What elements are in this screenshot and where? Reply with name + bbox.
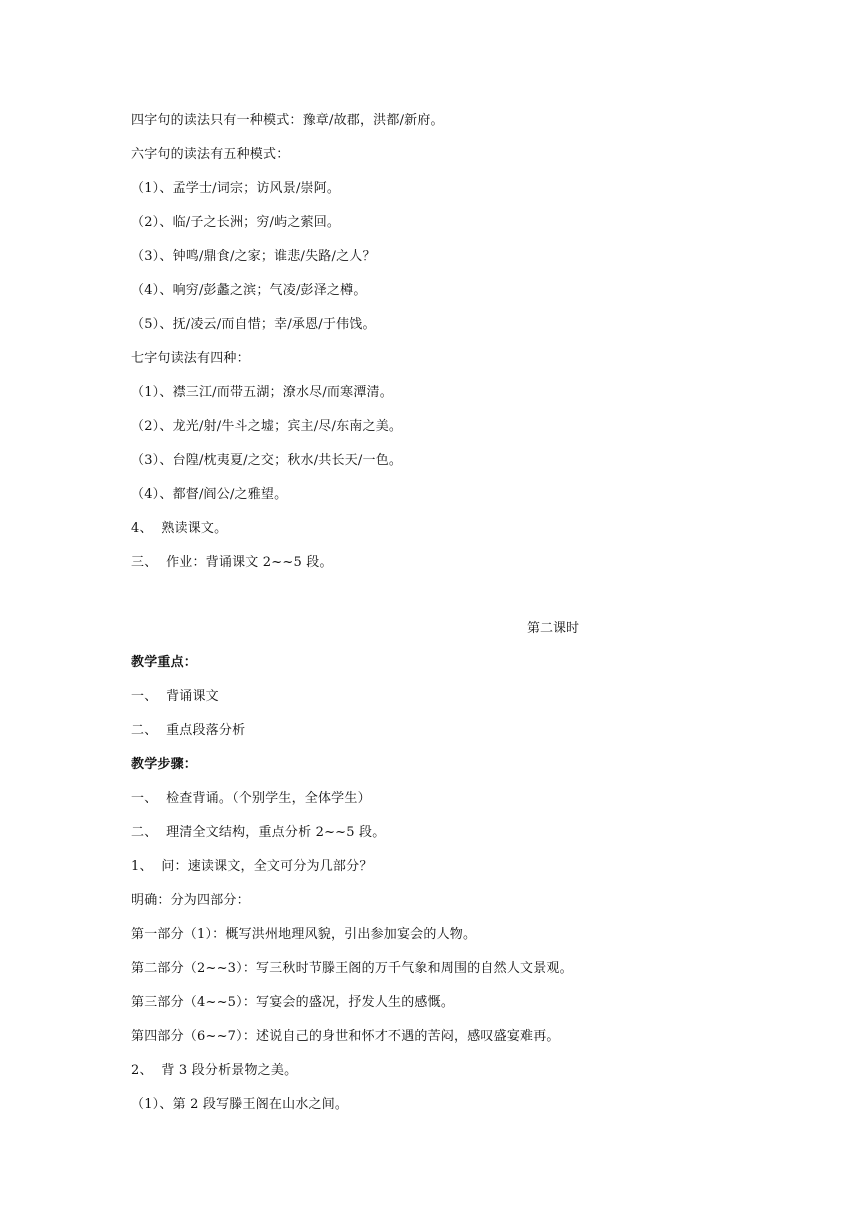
text-line: 第四部分（6~~7）：述说自己的身世和怀才不遇的苦闷，感叹盛宴难再。 (131, 1029, 560, 1044)
text-line: 第一部分（1）：概写洪州地理风貌，引出参加宴会的人物。 (131, 927, 477, 942)
text-line: 四字句的读法只有一种模式：豫章/故郡，洪都/新府。 (131, 113, 444, 128)
text-line: 七字句读法有四种： (131, 351, 250, 366)
text-line: 第二部分（2~~3）：写三秋时节滕王阁的万千气象和周围的自然人文景观。 (131, 961, 573, 976)
text-line: （4）、响穷/彭蠡之滨；气凌/彭泽之樽。 (131, 283, 367, 298)
text-line: 一、 检查背诵。（个别学生，全体学生） (131, 791, 371, 806)
text-line: 2、 背 3 段分析景物之美。 (131, 1063, 298, 1078)
text-line: 第三部分（4~~5）：写宴会的盛况，抒发人生的感慨。 (131, 995, 455, 1010)
text-line: 一、 背诵课文 (131, 689, 219, 704)
text-line: 二、 理清全文结构，重点分析 2~~5 段。 (131, 825, 386, 840)
text-line: （1）、孟学士/词宗；访风景/崇阿。 (131, 181, 341, 196)
text-line: （3）、台隍/枕夷夏/之交；秋水/共长天/一色。 (131, 453, 403, 468)
text-line: 明确：分为四部分： (131, 893, 250, 908)
text-line: 二、 重点段落分析 (131, 723, 246, 738)
lesson-title: 第二课时 (527, 621, 580, 636)
text-line: （4）、都督/阎公/之雅望。 (131, 487, 288, 502)
text-line: 4、 熟读课文。 (131, 521, 228, 536)
section-heading: 教学重点： (131, 655, 198, 670)
text-line: （2）、临/子之长洲；穷/屿之萦回。 (131, 215, 341, 230)
section-heading: 教学步骤： (131, 757, 198, 772)
text-line: （1）、襟三江/而带五湖；潦水尽/而寒潭清。 (131, 385, 393, 400)
text-line: 六字句的读法有五种模式： (131, 147, 290, 162)
text-line: （3）、钟鸣/鼎食/之家；谁悲/失路/之人？ (131, 249, 376, 264)
text-line: 三、 作业：背诵课文 2~~5 段。 (131, 555, 333, 570)
text-line: （2）、龙光/射/牛斗之墟；宾主/尽/东南之美。 (131, 419, 403, 434)
text-line: （5）、抚/凌云/而自惜；幸/承恩/于伟饯。 (131, 317, 376, 332)
text-line: （1）、第 2 段写滕王阁在山水之间。 (131, 1097, 349, 1112)
text-line: 1、 问：速读课文，全文可分为几部分？ (131, 859, 373, 874)
